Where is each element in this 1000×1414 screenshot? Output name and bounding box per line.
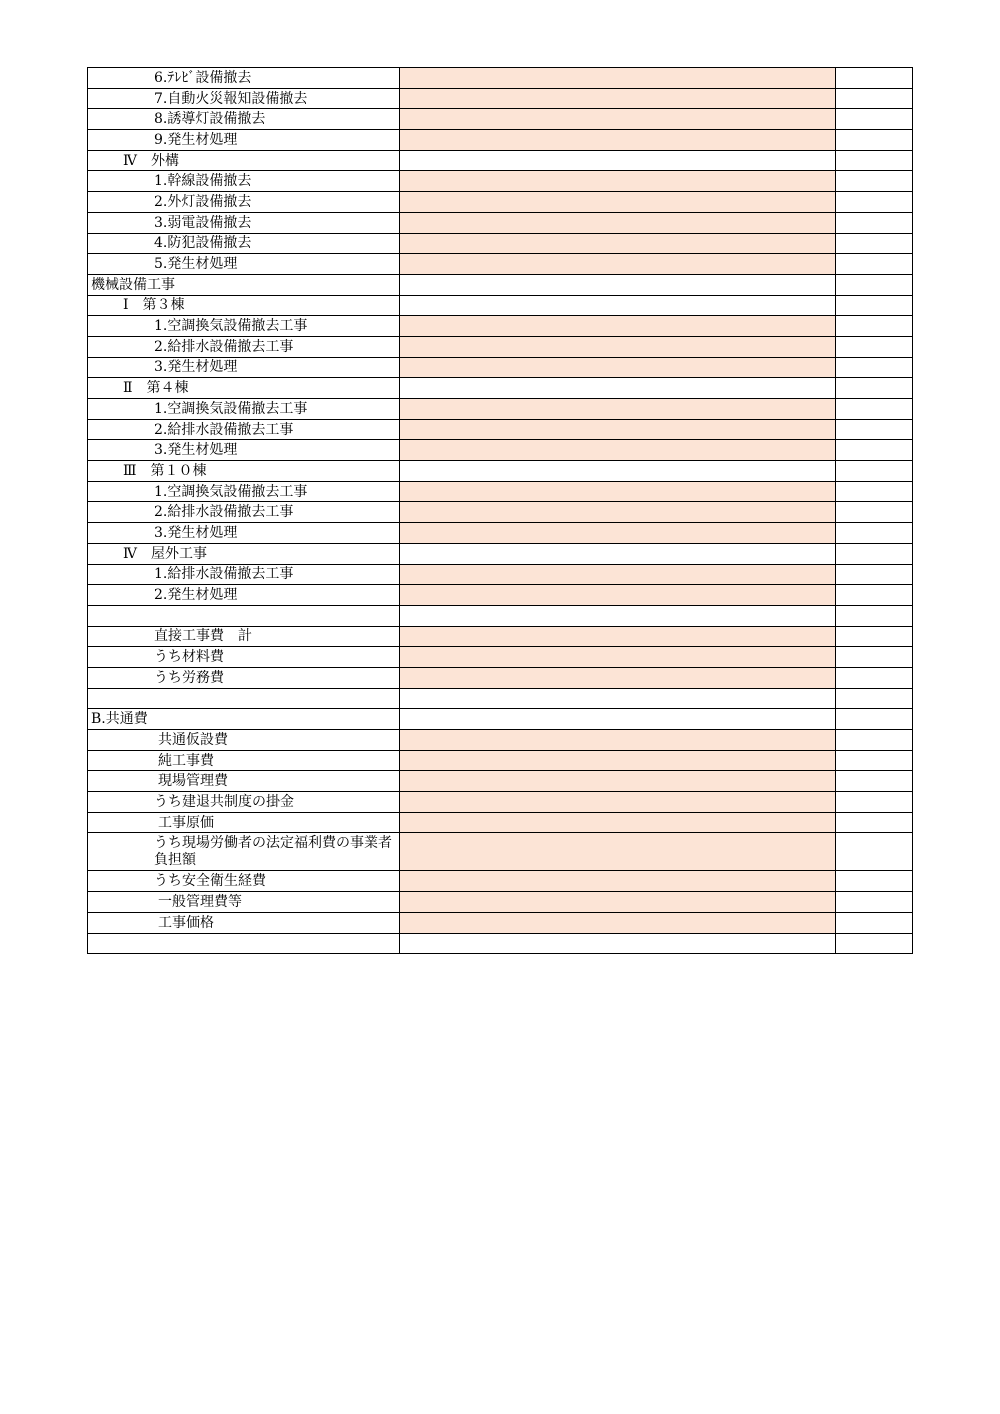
item-label: 純工事費 [158, 752, 214, 769]
table-row [88, 730, 913, 751]
table-row [88, 564, 913, 585]
item-name-cell [88, 109, 400, 130]
item-label: 4.防犯設備撤去 [154, 235, 252, 252]
table-row [88, 667, 913, 688]
table-row [88, 605, 913, 626]
remarks-cell [836, 233, 913, 254]
table-row [88, 109, 913, 130]
amount-cell [400, 295, 836, 316]
remarks-cell [836, 892, 913, 913]
table-row [88, 316, 913, 337]
item-name-cell [88, 274, 400, 295]
item-name-cell [88, 709, 400, 730]
table-row [88, 295, 913, 316]
remarks-cell [836, 109, 913, 130]
item-name-cell [88, 419, 400, 440]
amount-cell [400, 709, 836, 730]
item-label: 共通仮設費 [158, 731, 228, 748]
item-label: うち建退共制度の掛金 [154, 793, 294, 810]
table-row [88, 750, 913, 771]
item-name-cell [88, 295, 400, 316]
table-row [88, 254, 913, 275]
item-name-cell [88, 316, 400, 337]
table-row [88, 871, 913, 892]
amount-cell [400, 461, 836, 482]
item-name-cell [88, 461, 400, 482]
item-name-cell [88, 233, 400, 254]
table-row [88, 212, 913, 233]
amount-input-cell[interactable] [400, 502, 836, 523]
item-label: Ⅰ 第３棟 [123, 297, 185, 314]
item-name-cell [88, 150, 400, 171]
remarks-cell [836, 130, 913, 151]
item-name-cell [88, 912, 400, 933]
amount-input-cell[interactable] [400, 647, 836, 668]
item-name-cell [88, 605, 400, 626]
table-row [88, 709, 913, 730]
item-label: 1.給排水設備撤去工事 [154, 566, 294, 583]
item-label: 1.空調換気設備撤去工事 [154, 318, 308, 335]
item-name-cell [88, 771, 400, 792]
table-row [88, 523, 913, 544]
remarks-cell [836, 626, 913, 647]
item-name-cell [88, 130, 400, 151]
item-label: うち労務費 [154, 669, 224, 686]
item-label: Ⅳ 外構 [123, 152, 179, 169]
amount-input-cell[interactable] [400, 667, 836, 688]
amount-input-cell[interactable] [400, 585, 836, 606]
item-label: 3.発生材処理 [154, 359, 238, 376]
item-label: 1.幹線設備撤去 [154, 173, 252, 190]
remarks-cell [836, 709, 913, 730]
item-label: 工事原価 [158, 814, 214, 831]
amount-input-cell[interactable] [400, 730, 836, 751]
table-row [88, 502, 913, 523]
item-label: Ⅲ 第１０棟 [123, 462, 207, 479]
cost-breakdown-body [88, 68, 913, 954]
amount-cell [400, 274, 836, 295]
amount-input-cell[interactable] [400, 523, 836, 544]
remarks-cell [836, 481, 913, 502]
item-label: うち安全衛生経費 [154, 873, 266, 890]
amount-input-cell[interactable] [400, 833, 836, 871]
amount-input-cell[interactable] [400, 233, 836, 254]
table-row [88, 688, 913, 709]
item-name-cell [88, 336, 400, 357]
table-row [88, 626, 913, 647]
remarks-cell [836, 812, 913, 833]
table-row [88, 771, 913, 792]
remarks-cell [836, 667, 913, 688]
remarks-cell [836, 171, 913, 192]
table-row [88, 192, 913, 213]
amount-input-cell[interactable] [400, 399, 836, 420]
item-name-cell [88, 833, 400, 871]
remarks-cell [836, 254, 913, 275]
amount-input-cell[interactable] [400, 771, 836, 792]
amount-input-cell[interactable] [400, 88, 836, 109]
item-label: 機械設備工事 [91, 276, 175, 293]
item-label: 2.発生材処理 [154, 587, 238, 604]
item-label: うち材料費 [154, 649, 224, 666]
item-name-cell [88, 440, 400, 461]
remarks-cell [836, 912, 913, 933]
item-label: 3.弱電設備撤去 [154, 214, 252, 231]
item-label: 5.発生材処理 [154, 256, 238, 273]
table-row [88, 399, 913, 420]
remarks-cell [836, 461, 913, 482]
item-name-cell [88, 502, 400, 523]
remarks-cell [836, 295, 913, 316]
amount-input-cell[interactable] [400, 336, 836, 357]
item-name-cell [88, 192, 400, 213]
item-label: 2.外灯設備撤去 [154, 193, 252, 210]
remarks-cell [836, 68, 913, 89]
table-row [88, 792, 913, 813]
table-row [88, 150, 913, 171]
item-name-cell [88, 585, 400, 606]
table-row [88, 933, 913, 954]
table-row [88, 274, 913, 295]
item-name-cell [88, 667, 400, 688]
item-label: 8.誘導灯設備撤去 [154, 111, 266, 128]
item-label: 直接工事費 計 [154, 628, 252, 645]
remarks-cell [836, 357, 913, 378]
table-row [88, 440, 913, 461]
remarks-cell [836, 419, 913, 440]
remarks-cell [836, 730, 913, 751]
item-label: うち現場労働者の法定福利費の事業者負担額 [154, 834, 392, 868]
item-name-cell [88, 357, 400, 378]
amount-cell [400, 933, 836, 954]
table-row [88, 585, 913, 606]
table-row [88, 892, 913, 913]
amount-input-cell[interactable] [400, 212, 836, 233]
table-row [88, 812, 913, 833]
remarks-cell [836, 605, 913, 626]
item-name-cell [88, 88, 400, 109]
amount-input-cell[interactable] [400, 626, 836, 647]
amount-input-cell[interactable] [400, 419, 836, 440]
remarks-cell [836, 543, 913, 564]
item-label: 2.給排水設備撤去工事 [154, 504, 294, 521]
item-label: 2.給排水設備撤去工事 [154, 421, 294, 438]
table-row [88, 68, 913, 89]
table-row [88, 419, 913, 440]
table-row [88, 336, 913, 357]
remarks-cell [836, 274, 913, 295]
amount-input-cell[interactable] [400, 357, 836, 378]
amount-input-cell[interactable] [400, 192, 836, 213]
amount-cell [400, 543, 836, 564]
amount-input-cell[interactable] [400, 812, 836, 833]
amount-cell [400, 605, 836, 626]
amount-input-cell[interactable] [400, 892, 836, 913]
table-row [88, 481, 913, 502]
remarks-cell [836, 192, 913, 213]
table-row [88, 357, 913, 378]
item-name-cell [88, 626, 400, 647]
item-name-cell [88, 812, 400, 833]
item-label: Ⅱ 第４棟 [123, 380, 189, 397]
amount-cell [400, 378, 836, 399]
amount-input-cell[interactable] [400, 871, 836, 892]
item-name-cell [88, 523, 400, 544]
remarks-cell [836, 399, 913, 420]
remarks-cell [836, 88, 913, 109]
item-label: 3.発生材処理 [154, 524, 238, 541]
table-row [88, 912, 913, 933]
remarks-cell [836, 871, 913, 892]
item-label: 7.自動火災報知設備撤去 [154, 90, 308, 107]
table-row [88, 233, 913, 254]
item-name-cell [88, 564, 400, 585]
item-name-cell [88, 688, 400, 709]
item-name-cell [88, 481, 400, 502]
item-label: 1.空調換気設備撤去工事 [154, 483, 308, 500]
table-row [88, 130, 913, 151]
remarks-cell [836, 502, 913, 523]
item-name-cell [88, 871, 400, 892]
remarks-cell [836, 212, 913, 233]
remarks-cell [836, 378, 913, 399]
remarks-cell [836, 440, 913, 461]
remarks-cell [836, 336, 913, 357]
item-name-cell [88, 212, 400, 233]
amount-input-cell[interactable] [400, 171, 836, 192]
table-row [88, 171, 913, 192]
remarks-cell [836, 647, 913, 668]
remarks-cell [836, 750, 913, 771]
amount-cell [400, 150, 836, 171]
item-name-cell [88, 399, 400, 420]
remarks-cell [836, 833, 913, 871]
remarks-cell [836, 771, 913, 792]
item-label: 1.空調換気設備撤去工事 [154, 400, 308, 417]
table-row [88, 378, 913, 399]
remarks-cell [836, 688, 913, 709]
cost-breakdown-table [87, 67, 913, 954]
remarks-cell [836, 523, 913, 544]
remarks-cell [836, 316, 913, 337]
item-name-cell [88, 68, 400, 89]
table-row [88, 647, 913, 668]
remarks-cell [836, 792, 913, 813]
item-name-cell [88, 171, 400, 192]
amount-input-cell[interactable] [400, 68, 836, 89]
amount-input-cell[interactable] [400, 254, 836, 275]
amount-input-cell[interactable] [400, 440, 836, 461]
item-name-cell [88, 750, 400, 771]
item-name-cell [88, 730, 400, 751]
item-name-cell [88, 792, 400, 813]
item-label: 9.発生材処理 [154, 131, 238, 148]
amount-input-cell[interactable] [400, 316, 836, 337]
table-row [88, 833, 913, 871]
item-label: 6.ﾃﾚﾋﾞ設備撤去 [154, 69, 252, 86]
item-label: Ⅳ 屋外工事 [123, 545, 207, 562]
item-name-cell [88, 378, 400, 399]
amount-input-cell[interactable] [400, 564, 836, 585]
item-label: 2.給排水設備撤去工事 [154, 338, 294, 355]
item-name-cell [88, 254, 400, 275]
table-row [88, 543, 913, 564]
remarks-cell [836, 564, 913, 585]
amount-cell [400, 688, 836, 709]
item-name-cell [88, 933, 400, 954]
amount-input-cell[interactable] [400, 109, 836, 130]
amount-input-cell[interactable] [400, 130, 836, 151]
remarks-cell [836, 585, 913, 606]
table-row [88, 88, 913, 109]
item-label: 現場管理費 [158, 773, 228, 790]
remarks-cell [836, 933, 913, 954]
item-label: B.共通費 [91, 711, 148, 728]
item-label: 工事価格 [158, 914, 214, 931]
item-label: 3.発生材処理 [154, 442, 238, 459]
amount-input-cell[interactable] [400, 912, 836, 933]
item-label: 一般管理費等 [158, 893, 242, 910]
amount-input-cell[interactable] [400, 481, 836, 502]
item-name-cell [88, 647, 400, 668]
item-name-cell [88, 892, 400, 913]
remarks-cell [836, 150, 913, 171]
amount-input-cell[interactable] [400, 792, 836, 813]
amount-input-cell[interactable] [400, 750, 836, 771]
item-name-cell [88, 543, 400, 564]
table-row [88, 461, 913, 482]
